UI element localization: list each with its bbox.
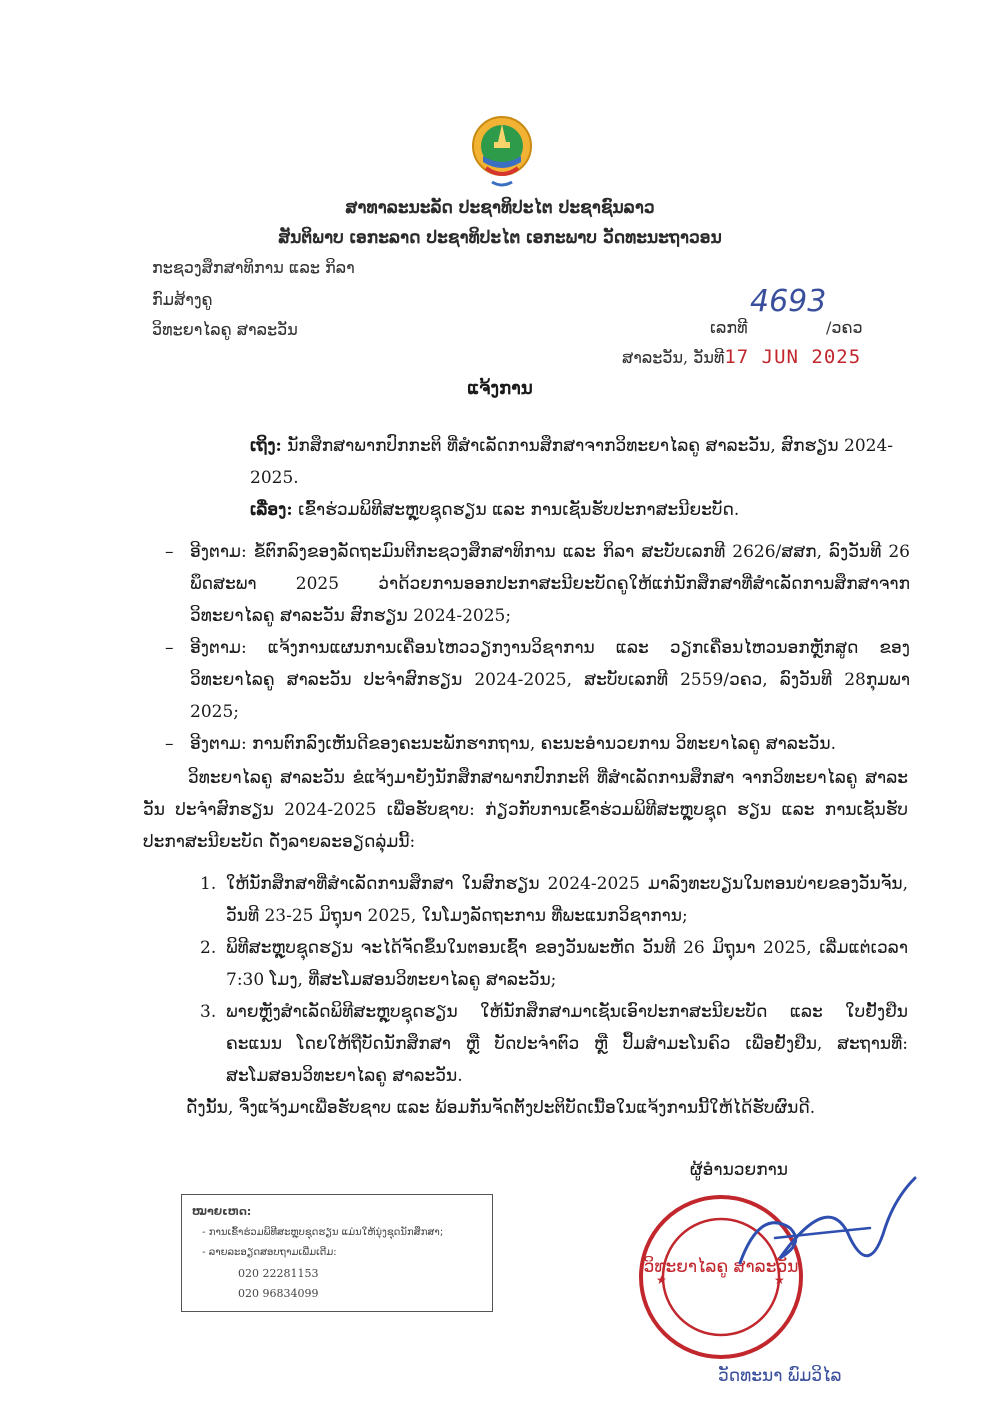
subject-re [250,494,905,526]
ministry-name: ກະຊວງສຶກສາທິການ ແລະ ກິລາ [152,258,355,277]
reference-list [165,536,910,760]
header-line-2: ສັນຕິພາບ ເອກະລາດ ປະຊາທິປະໄຕ ເອກະພາບ ວັດທະນະຖາວອນ [278,228,722,248]
note-heading: ໝາຍເຫດ: [192,1205,252,1218]
to-label: ເຖິງ: [250,436,282,456]
stamp-text: ວິທະຍາໄລຄູ ສາລະວັນ [643,1257,799,1277]
handwritten-signature-icon [720,1168,920,1288]
note-line: - ລາຍລະອຽດສອບຖາມເພີ່ມເຕີມ: [202,1247,337,1258]
date-line [622,346,861,368]
list-item: 3. ພາຍຫຼັງສຳເລັດພິທີສະຫຼຸບຊຸດຮຽນ ໃຫ້ນັກສຶກສາມາເຊັນເອົາປະກາສະນີຍະບັດ ແລະ ໃບຢັ້ງຢືນຄະແນນ ໂດຍໃຫ້ຖືບັດນັກສຶກສາ ຫຼື ບັດປະຈຳຕົວ ຫຼື ປຶ້ມສຳມະໂນຄົວ ເພື່ອຢັ້ງຢືນ, ສະຖານທີ່: ສະໂມສອນວິທະຍາໄລຄູ ສາລະວັນ. [200,1002,908,1086]
header-line-1: ສາທາລະນະລັດ ປະຊາທິປະໄຕ ປະຊາຊົນລາວ [345,198,655,218]
director-title: ຜູ້ອຳນວຍການ [690,1160,788,1180]
svg-text:★: ★ [774,1273,785,1287]
list-item: 2. ພິທີສະຫຼຸບຊຸດຮຽນ ຈະໄດ້ຈັດຂຶ້ນໃນຕອນເຊົ້າ ຂອງວັນພະຫັດ ວັນທີ 26 ມິຖຸນາ 2025, ເລີ່ມແຕ່ເວລາ 7:30 ໂມງ, ທີ່ສະໂມສອນວິທະຍາໄລຄູ ສາລະວັນ; [200,938,908,990]
note-box [181,1194,493,1312]
date-stamp: 17 JUN 2025 [724,346,862,368]
re-label: ເລື່ອງ: [250,500,293,520]
re-text: ເຂົ້າຮ່ວມພິທີສະຫຼຸບຊຸດຮຽນ ແລະ ການເຊັນຮັບປະກາສະນີຍະບັດ. [298,500,740,520]
reference-item: – ອີງຕາມ: ການຕົກລົງເຫັນດີຂອງຄະນະພັກຮາກຖານ, ຄະນະອຳນວຍການ ວິທະຍາໄລຄູ ສາລະວັນ. [165,734,836,754]
department-name: ກົມສ້າງຄູ [152,290,213,309]
list-item: 1. ໃຫ້ນັກສຶກສາທີ່ສຳເລັດການສຶກສາ ໃນສົກຮຽນ 2024-2025 ມາລົງທະບຽນໃນຕອນບ່າຍຂອງວັນຈັນ, ວັນທີ 23-25 ມິຖຸນາ 2025, ໃນໂມງລັດຖະການ ທີ່ພະແນກວິຊາການ; [200,874,908,926]
college-name: ວິທະຍາໄລຄູ ສາລະວັນ [152,320,298,339]
body-paragraph: ວິທະຍາໄລຄູ ສາລະວັນ ຂໍແຈ້ງມາຍັງນັກສຶກສາພາກປົກກະຕິ ທີ່ສຳເລັດການສຶກສາ ຈາກວິທະຍາໄລຄູ ສາລະວັນ ປະຈຳສົກຮຽນ 2024-2025 ເພື່ອຮັບຊາບ: ກ່ຽວກັບການເຂົ້າຮ່ວມພິທີສະຫຼຸບຊຸດ ຮຽນ ແລະ ການເຊັນຮັບປະກາສະນີຍະບັດ ດັ່ງລາຍລະອຽດລຸ່ມນີ້: [143,768,908,852]
document-number-handwritten: 4693 [750,284,827,319]
svg-text:★: ★ [656,1273,667,1287]
phone-number: 020 22281153 [238,1267,319,1280]
phone-number: 020 96834099 [238,1287,319,1300]
date-prefix: ສາລະວັນ, ວັນທີ [622,348,725,367]
subject-to [250,430,905,494]
number-suffix: /ວຄວ [826,318,863,337]
closing-paragraph: ດັ່ງນັ້ນ, ຈຶ່ງແຈ້ງມາເພື່ອຮັບຊາບ ແລະ ພ້ອມກັນຈັດຕັ້ງປະຕິບັດເນື້ອໃນແຈ້ງການນີ້ໃຫ້ໄດ້ຮັບຜົນດີ. [186,1098,816,1118]
reference-item: – ອີງຕາມ: ຂໍ້ຕົກລົງຂອງລັດຖະມົນຕີກະຊວງສຶກສາທິການ ແລະ ກິລາ ສະບັບເລກທີ 2626/ສສກ, ລົງວັນທີ 26 ພຶດສະພາ 2025 ວ່າດ້ວຍການອອກປະກາສະນີຍະບັດຄູໃຫ້ແກ່ນັກສຶກສາທີ່ສຳເລັດການສຶກສາຈາກວິທະຍາໄລຄູ ສາລະວັນ ສົກຮຽນ 2024-2025; [165,542,910,626]
number-label: ເລກທີ [710,318,748,337]
note-line: - ການເຂົ້າຮ່ວມພິທີສະຫຼຸບຊຸດຮຽນ ແມ່ນໃຫ້ນຸ່ງຊຸດນັກສຶກສາ; [202,1227,444,1238]
instruction-list [200,868,908,1092]
document-title: ແຈ້ງການ [467,378,533,399]
reference-item: – ອີງຕາມ: ແຈ້ງການແຜນການເຄື່ອນໄຫວວຽກງານວິຊາການ ແລະ ວຽກເຄື່ອນໄຫວນອກຫຼັກສູດ ຂອງວິທະຍາໄລຄູ ສາລະວັນ ປະຈຳສົກຮຽນ 2024-2025, ສະບັບເລກທີ 2559/ວຄວ, ລົງວັນທີ 28ກຸມພາ 2025; [165,638,910,722]
lao-national-emblem-icon [470,112,534,192]
to-text: ນັກສຶກສາພາກປົກກະຕິ ທີ່ສຳເລັດການສຶກສາຈາກວິທະຍາໄລຄູ ສາລະວັນ, ສົກຮຽນ 2024-2025. [250,436,894,488]
director-name: ວັດທະນາ ພົມວິໄລ [718,1366,842,1386]
